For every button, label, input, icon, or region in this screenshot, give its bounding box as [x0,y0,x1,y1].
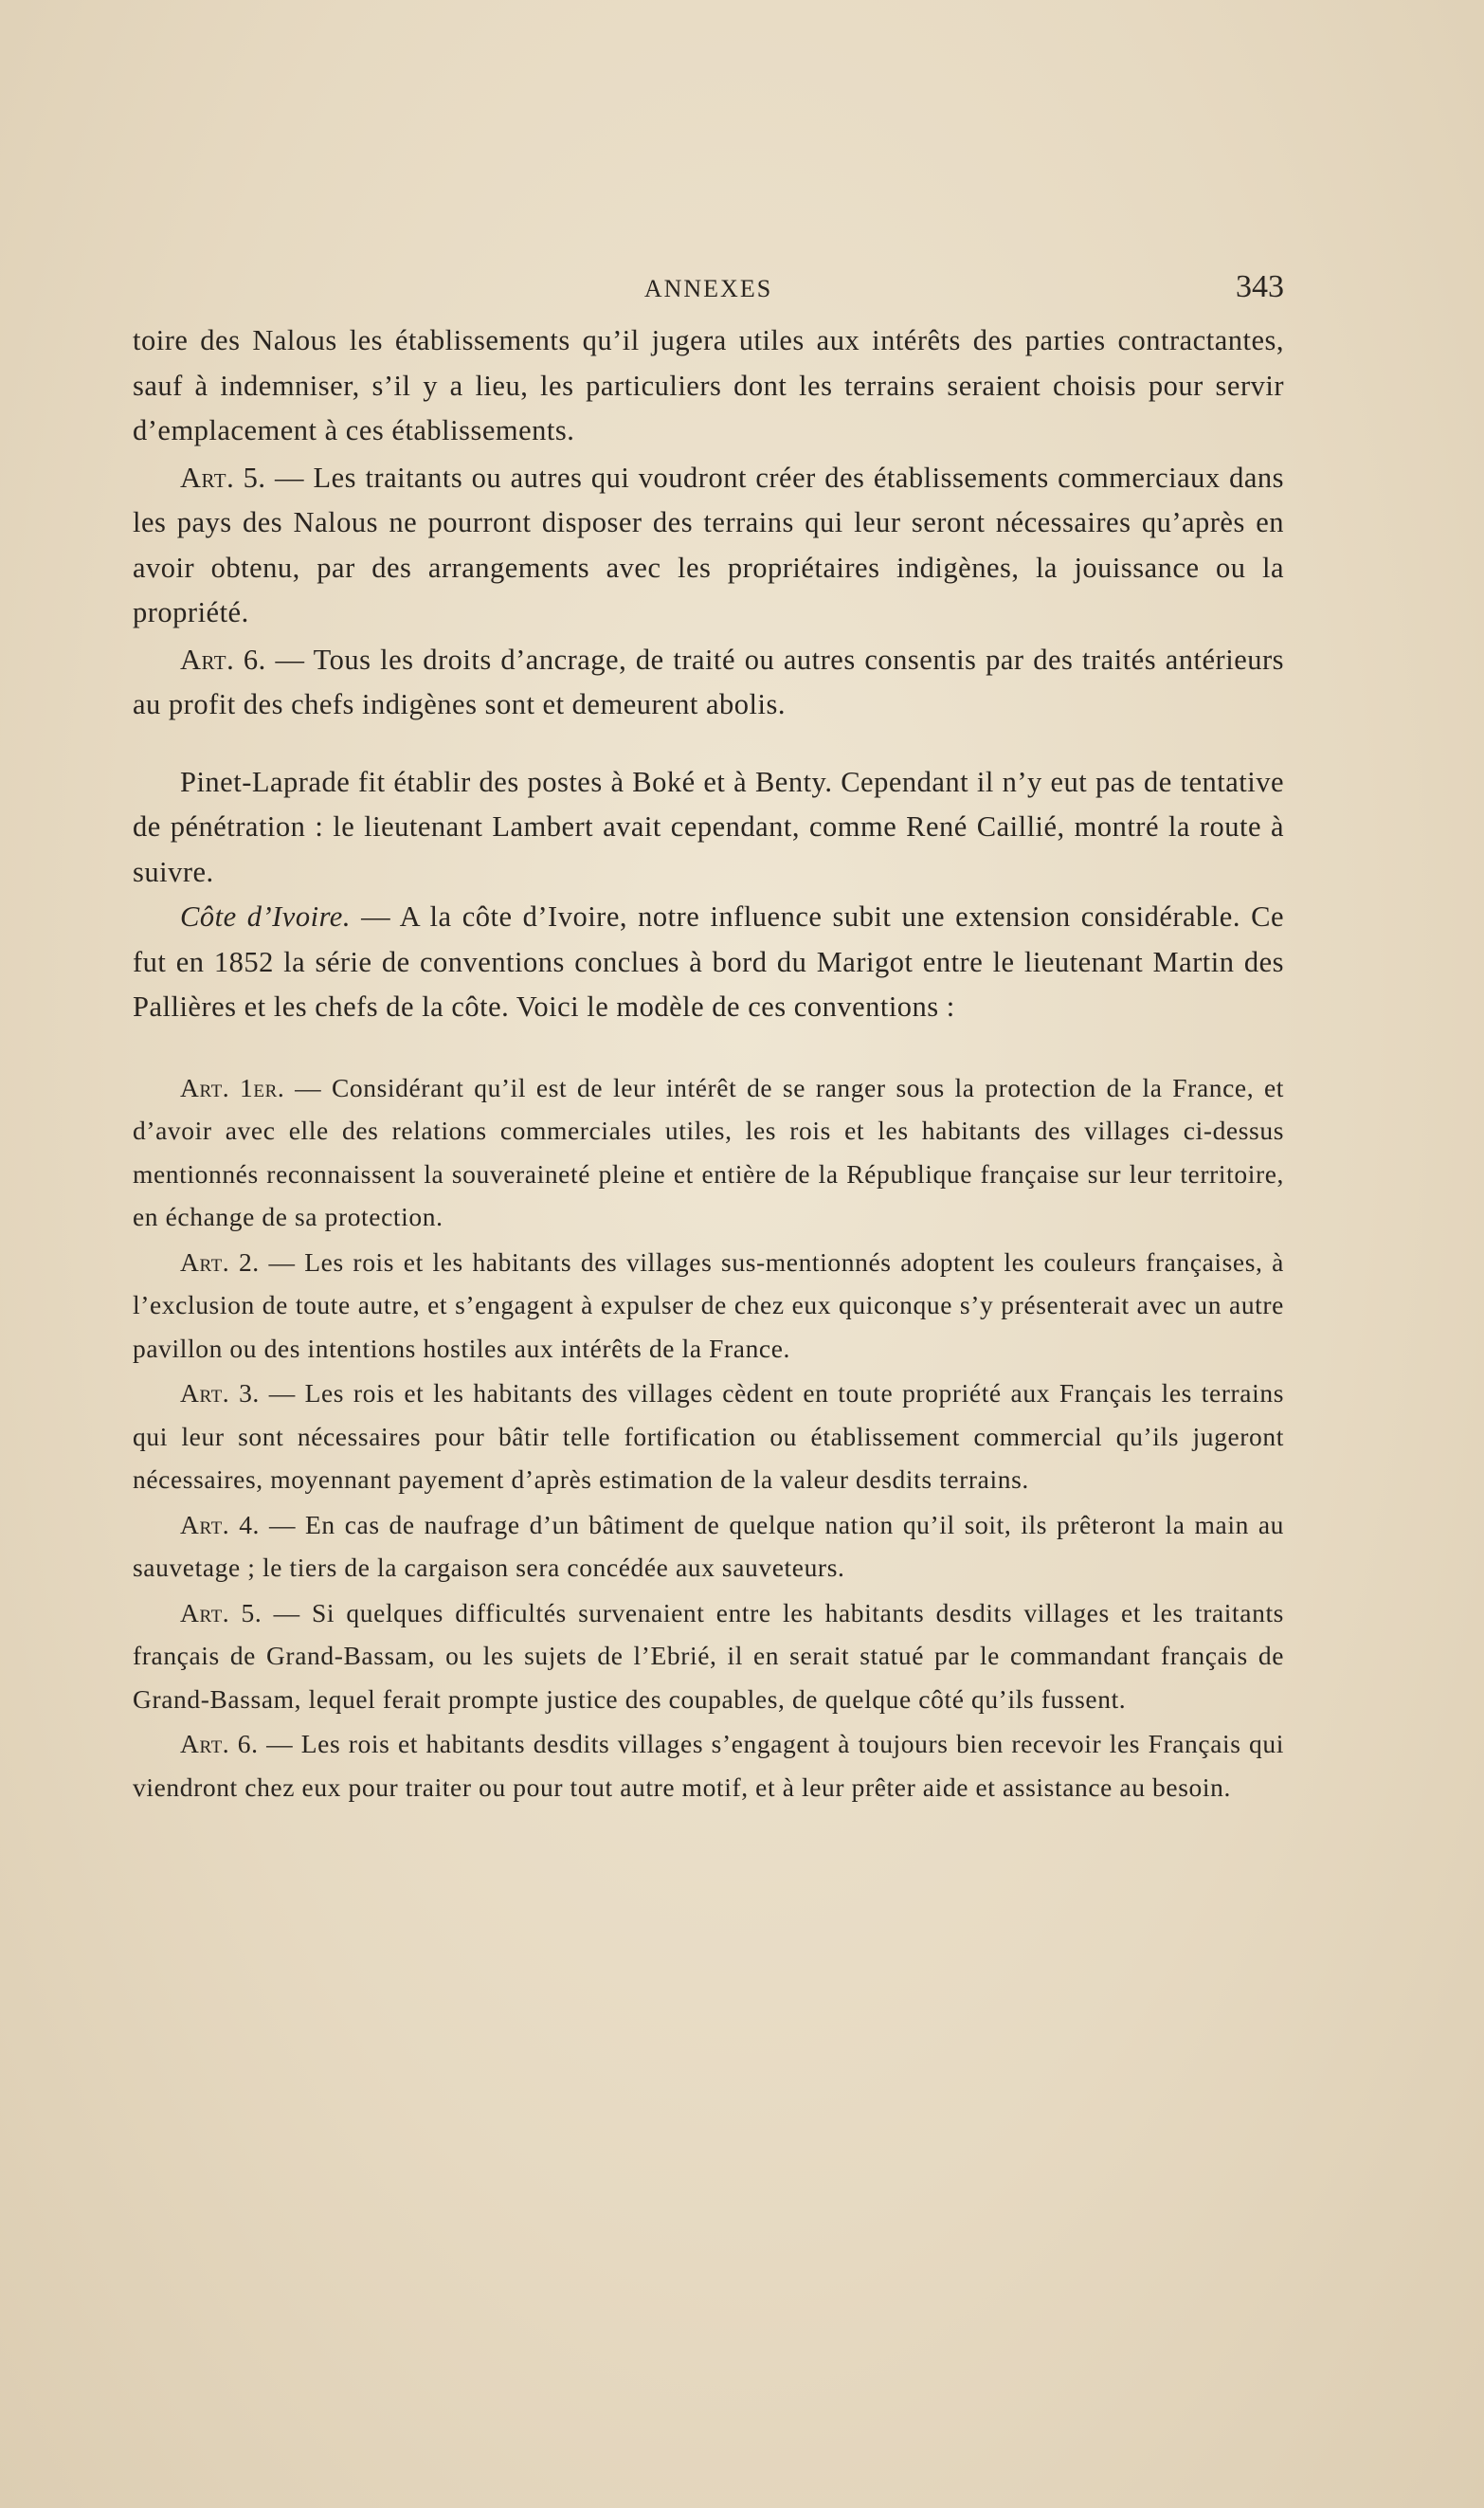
book-page [133,256,1284,1808]
article-label: Art. 5. [180,1597,262,1627]
article-6: Art. 6. — Tous les droits d’ancrage, de traité ou autres consentis par des traités antérieurs au profit des chefs indigènes sont et demeurent abolis. [133,643,1285,720]
article-3: Art. 3. — Les rois et les habitants des villages cèdent en toute propriété aux Français les terrains qui leur sont nécessaires pour bâtir telle fortification ou établissement commercial qu’ils jugeront nécessaires, moyennant payement d’après estimation de la valeur desdits terrains. [133,1378,1284,1494]
narrative [133,760,1284,1030]
article-4: Art. 4. — En cas de naufrage d’un bâtiment de quelque nation qu’il soit, ils prêteront la main au sauvetage ; le tiers de la cargaison sera concédée aux sauveteurs. [133,1509,1285,1582]
section-heading: Côte d’Ivoire. [180,900,351,933]
article-label: Art. 2. [180,1246,260,1277]
paragraph-cote-ivoire: Côte d’Ivoire. — A la côte d’Ivoire, notre influence subit une extension considérable. Ce fut en 1852 la série de conventions conclues à bord du Marigot entre le lieutenant Martin des Pallières et les chefs de la côte. Voici le modèle de ces conventions : [133,900,1284,1023]
article-label: Art. 4. [180,1509,261,1539]
article-label: Art. 6. [180,1729,259,1758]
article-1: Art. 1er. — Considérant qu’il est de leur intérêt de se ranger sous la protection de la France, et d’avoir avec elle des relations commerciales utiles, les rois et les habitants des villages ci-dessus mentionnés reconnaissent la souveraineté pleine et entière de la République française sur leur territoire, en échange de sa protection. [133,1072,1284,1231]
article-label: Art. 1er. [180,1072,285,1102]
article-5: Art. 5. — Si quelques difficultés survenaient entre les habitants desdits villages et les traitants français de Grand-Bassam, ou les sujets de l’Ebrié, il en serait statué par le commandant français de Grand-Bassam, lequel ferait prompte justice des coupables, de quelque côté qu’ils fussent. [133,1597,1284,1714]
article-label: Art. 5. [180,461,266,494]
article-5: Art. 5. — Les traitants ou autres qui voudront créer des établissements commerciaux dans les pays des Nalous ne pourront disposer des terrains qui leur seront nécessaires qu’après en avoir obtenu, par des arrangements avec les propriétaires indigènes, la jouissance ou la propriété. [133,461,1284,628]
convention-articles [133,1066,1284,1809]
page-number: 343 [1236,269,1284,304]
page-header [133,256,1284,313]
article-label: Art. 6. [180,643,266,676]
running-head: ANNEXES [643,275,773,302]
article-2: Art. 2. — Les rois et les habitants des villages sus-mentionnés adoptent les couleurs françaises, à l’exclusion de toute autre, et s’engagent à expulser de chez eux quiconque s’y présenterait avec un autre pavillon ou des intentions hostiles aux intérêts de la France. [133,1246,1284,1363]
article-6: Art. 6. — Les rois et habitants desdits villages s’engagent à toujours bien recevoir les Français qui viendront chez eux pour traiter ou pour tout autre motif, et à leur prêter aide et assistance au besoin. [133,1729,1284,1802]
paragraph: Pinet-Laprade fit établir des postes à Boké et à Benty. Cependant il n’y eut pas de tentative de pénétration : le lieutenant Lambert avait cependant, comme René Caillié, montré la route à suivre. [133,765,1284,888]
paragraph: toire des Nalous les établissements qu’il jugera utiles aux intérêts des parties contractantes, sauf à indemniser, s’il y a lieu, les particuliers dont les terrains seraient choisis pour servir d’emplacement à ces établissements. [133,324,1284,446]
treaty-articles-nalous [133,318,1284,728]
article-label: Art. 3. [180,1378,260,1408]
